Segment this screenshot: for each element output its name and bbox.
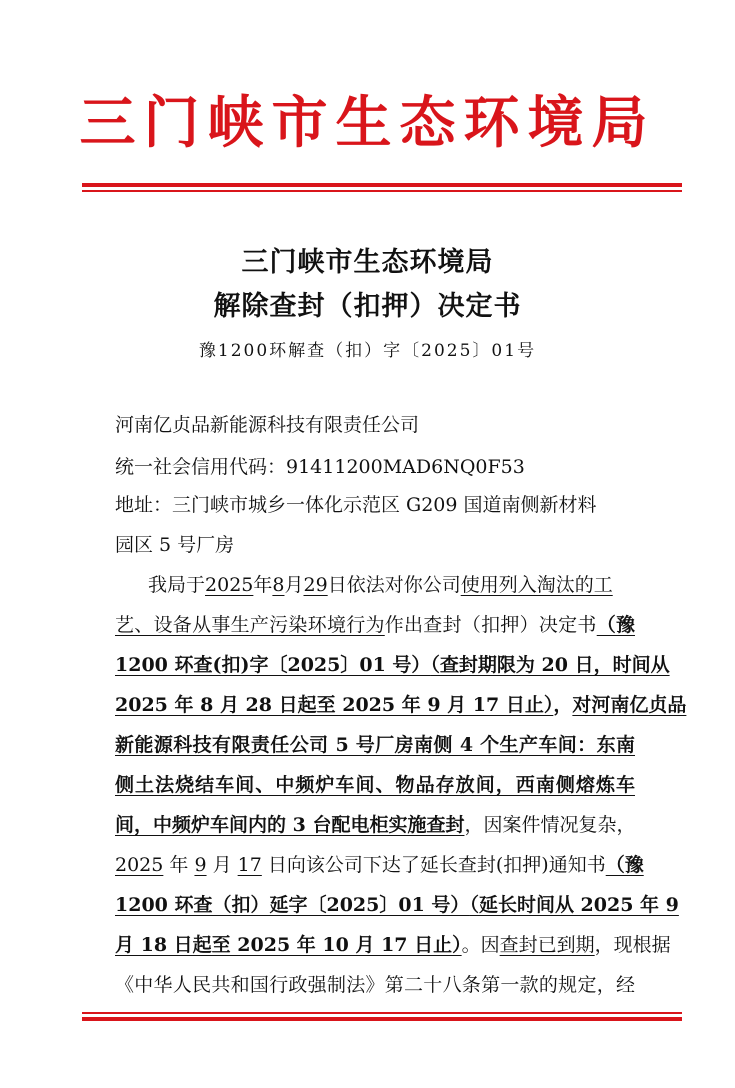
body-line: 我局于2025年8月29日依法对你公司使用列入淘汰的工 [148,574,613,596]
body-line: 月 18 日起至 2025 年 10 月 17 日止）。因查封已到期，现根据 [115,934,671,956]
document-title-line1: 三门峡市生态环境局 [241,247,494,278]
recipient-company: 河南亿贞品新能源科技有限责任公司 [115,414,420,436]
footer-red-rule [82,1012,682,1021]
body-line: 1200 环查（扣）延字〔2025〕01 号）（延长时间从 2025 年 9 [115,894,679,916]
document-number: 豫1200环解查（扣）字〔2025〕01号 [198,341,537,361]
body-line: 间，中频炉车间内的 3 台配电柜实施查封，因案件情况复杂， [115,814,636,836]
address-line2: 园区 5 号厂房 [115,534,235,556]
header-red-rule [82,183,682,192]
body-line: 2025 年 8 月 28 日起至 2025 年 9 月 17 日止），对河南亿贞品 [115,694,687,716]
body-line: 1200 环查(扣)字〔2025〕01 号）（查封期限为 20 日，时间从 [115,654,670,676]
document-title-line2: 解除查封（扣押）决定书 [213,291,522,322]
body-line: 艺、设备从事生产污染环境行为作出查封（扣押）决定书（豫 [115,614,635,636]
body-line: 《中华人民共和国行政强制法》第二十八条第一款的规定，经 [115,974,635,996]
credit-code: 统一社会信用代码：91411200MAD6NQ0F53 [115,456,525,478]
body-line: 新能源科技有限责任公司 5 号厂房南侧 4 个生产车间：东南 [115,734,635,756]
body-line: 侧土法烧结车间、中频炉车间、物品存放间，西南侧熔炼车 [115,774,635,796]
address-line1: 地址：三门峡市城乡一体化示范区 G209 国道南侧新材料 [115,494,597,516]
masthead-title: 三门峡市生态环境局 [79,90,656,156]
body-line: 2025 年 9 月 17 日向该公司下达了延长查封(扣押)通知书（豫 [115,854,644,876]
